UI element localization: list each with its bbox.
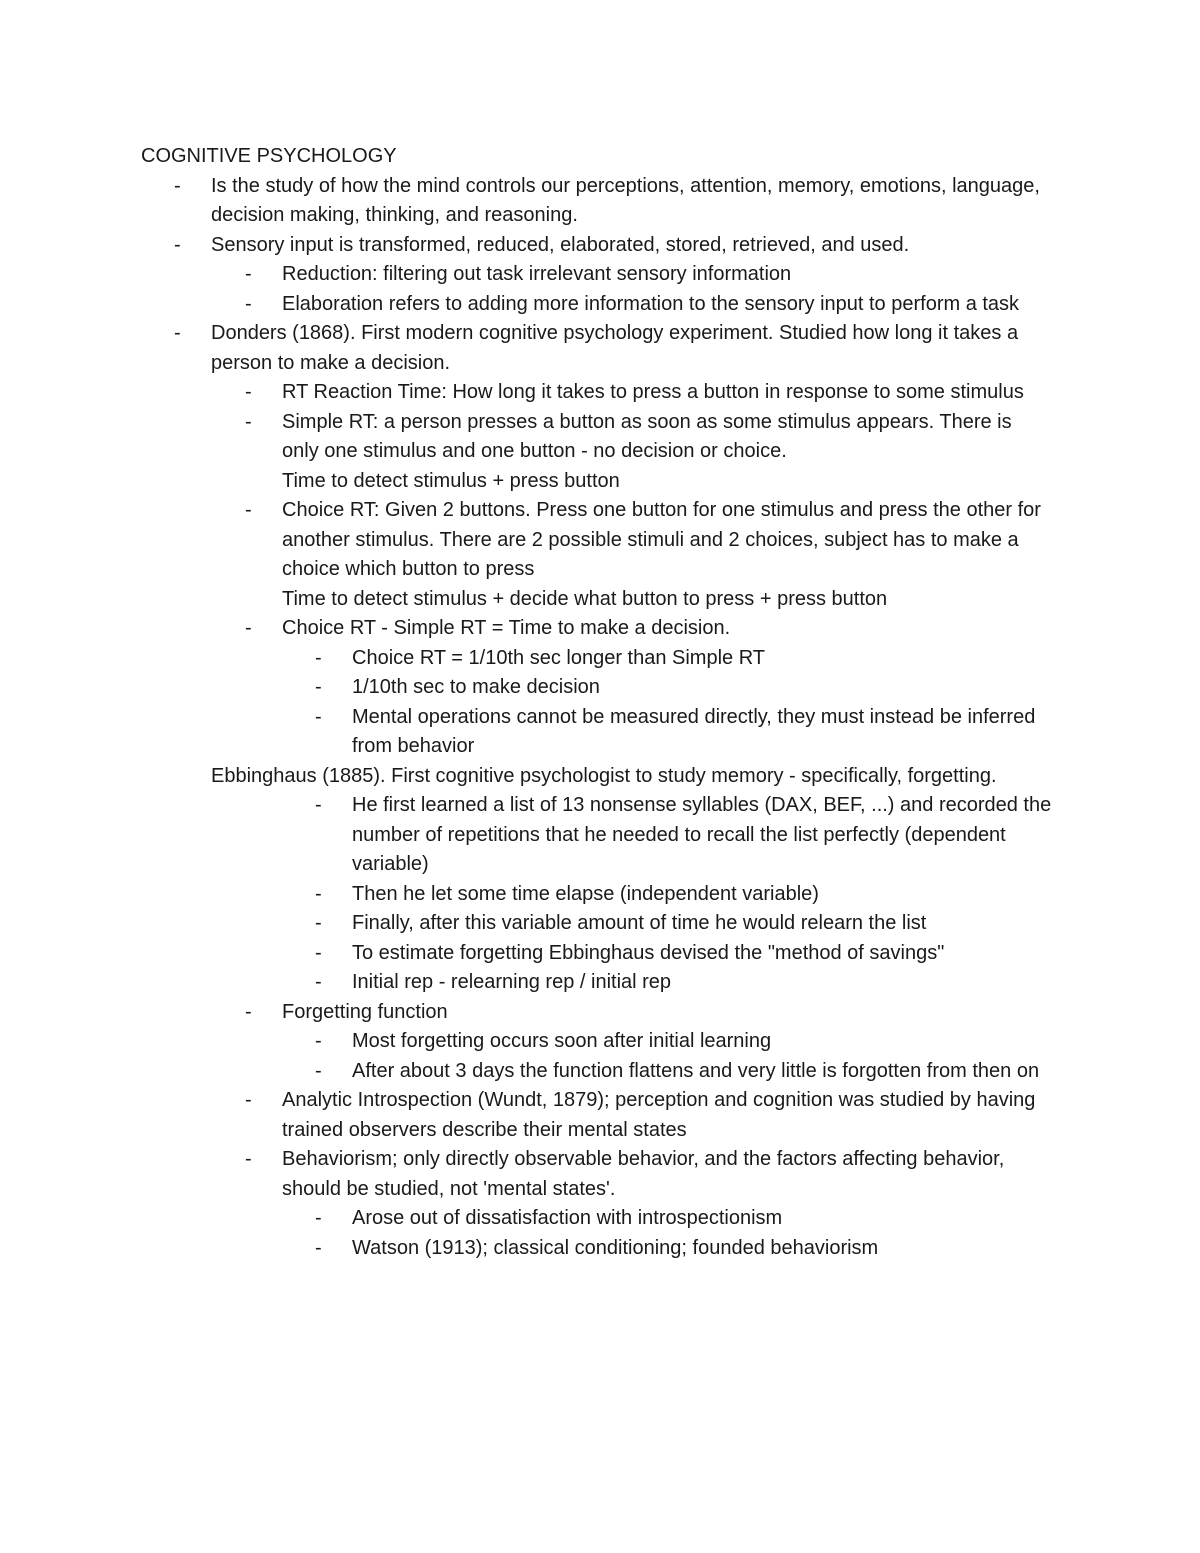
bullet-dash: -	[174, 233, 181, 256]
list-item	[0, 260, 1052, 290]
list-item-text: Choice RT = 1/10th sec longer than Simple RT	[352, 646, 766, 669]
list-item	[0, 1234, 1052, 1264]
list-item-text: Analytic Introspection (Wundt, 1879); perception and cognition was studied by having trained observers describe their mental states	[282, 1089, 1036, 1141]
bullet-dash: -	[315, 646, 322, 669]
page-title: COGNITIVE PSYCHOLOGY	[141, 145, 397, 167]
list-item-text: Most forgetting occurs soon after initial learning	[352, 1030, 772, 1052]
bullet-dash: -	[315, 971, 322, 993]
list-item	[0, 909, 1052, 939]
section-paragraph	[0, 762, 1051, 792]
list-item-text: To estimate forgetting Ebbinghaus devised the "method of savings"	[352, 941, 945, 964]
list-item-text: Mental operations cannot be measured directly, they must instead be inferred from behavior	[352, 705, 1036, 757]
bullet-dash: -	[315, 705, 322, 728]
list-item-text: Finally, after this variable amount of time he would relearn the list	[352, 912, 927, 934]
bullet-dash: -	[245, 1000, 252, 1023]
bullet-dash: -	[245, 1148, 252, 1170]
bullet-dash: -	[245, 1089, 252, 1111]
list-item	[0, 172, 1051, 231]
list-item	[0, 644, 1052, 674]
list-item-text: Forgetting function	[282, 1000, 448, 1023]
bullet-dash: -	[315, 1207, 322, 1229]
list-item	[0, 290, 1052, 320]
list-item-text: Behaviorism; only directly observable behavior, and the factors affecting behavior, should be studied, not 'mental states'.	[282, 1148, 1005, 1200]
bullet-dash: -	[315, 941, 322, 964]
bullet-dash: -	[315, 912, 322, 934]
list-item	[0, 231, 1051, 261]
list-item-text: RT Reaction Time: How long it takes to press a button in response to some stimulus	[282, 381, 1024, 403]
bullet-dash: -	[315, 882, 322, 905]
bullet-dash: -	[245, 617, 252, 639]
list-item	[0, 1204, 1052, 1234]
bullet-dash: -	[245, 410, 252, 433]
list-item-text: Arose out of dissatisfaction with introspectionism	[352, 1207, 783, 1229]
list-item-continuation	[0, 467, 1052, 497]
bullet-dash: -	[315, 1236, 322, 1259]
notes-list	[0, 172, 1200, 1264]
list-item-text: Is the study of how the mind controls our perceptions, attention, memory, emotions, language, decision making, thinking, and reasoning.	[211, 174, 1040, 226]
list-item	[0, 998, 1052, 1028]
list-item-text: 1/10th sec to make decision	[352, 676, 600, 698]
list-item-text: Reduction: filtering out task irrelevant sensory information	[282, 263, 792, 285]
list-item	[0, 968, 1052, 998]
bullet-dash: -	[245, 263, 252, 285]
bullet-dash: -	[245, 381, 252, 403]
list-item	[0, 703, 1052, 762]
list-item	[0, 408, 1052, 467]
list-item	[0, 1057, 1052, 1087]
bullet-dash: -	[315, 1030, 322, 1052]
list-item	[0, 673, 1052, 703]
list-item	[0, 939, 1052, 969]
bullet-dash: -	[245, 292, 252, 315]
list-item	[0, 1086, 1052, 1145]
list-item-text: Sensory input is transformed, reduced, elaborated, stored, retrieved, and used.	[211, 233, 910, 256]
list-item-text: Watson (1913); classical conditioning; founded behaviorism	[352, 1236, 879, 1259]
list-item-text: Ebbinghaus (1885). First cognitive psychologist to study memory - specifically, forgetting.	[211, 764, 997, 787]
bullet-dash: -	[245, 499, 252, 521]
list-item-text: He first learned a list of 13 nonsense syllables (DAX, BEF, ...) and recorded the number of repetitions that he needed to recall the list perfectly (dependent variable)	[352, 794, 1052, 875]
list-item-text: Simple RT: a person presses a button as soon as some stimulus appears. There is only one stimulus and one button - no decision or choice.	[282, 410, 1012, 462]
list-item	[0, 1145, 1052, 1204]
list-item	[0, 880, 1052, 910]
list-item	[0, 791, 1052, 880]
list-item-continuation	[0, 585, 1052, 615]
list-item	[0, 1027, 1052, 1057]
list-item-text: Donders (1868). First modern cognitive psychology experiment. Studied how long it takes a person to make a decision.	[211, 322, 1019, 374]
bullet-dash: -	[174, 322, 181, 344]
list-item-text: Time to detect stimulus + decide what button to press + press button	[282, 587, 888, 610]
list-item-text: Then he let some time elapse (independent variable)	[352, 882, 819, 905]
bullet-dash: -	[315, 676, 322, 698]
list-item-text: Choice RT - Simple RT = Time to make a decision.	[282, 617, 731, 639]
list-item-text: Choice RT: Given 2 buttons. Press one button for one stimulus and press the other for another stimulus. There are 2 possible stimuli and 2 choices, subject has to make a choice which button to press	[282, 499, 1041, 580]
list-item	[0, 378, 1052, 408]
list-item	[0, 614, 1052, 644]
list-item-text: Time to detect stimulus + press button	[282, 469, 620, 492]
list-item-text: After about 3 days the function flattens and very little is forgotten from then on	[352, 1059, 1040, 1082]
list-item	[0, 496, 1052, 585]
list-item-text: Elaboration refers to adding more information to the sensory input to perform a task	[282, 292, 1020, 315]
bullet-dash: -	[315, 1059, 322, 1082]
bullet-dash: -	[315, 794, 322, 816]
bullet-dash: -	[174, 174, 181, 197]
list-item-text: Initial rep - relearning rep / initial rep	[352, 971, 672, 993]
list-item	[0, 319, 1051, 378]
